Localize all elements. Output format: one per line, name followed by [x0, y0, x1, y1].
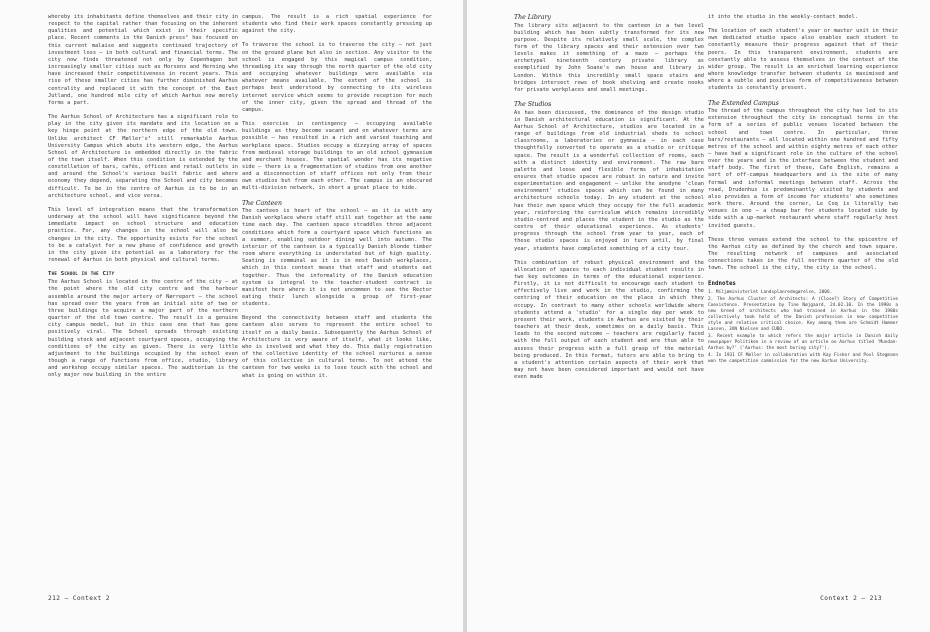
section-heading: The Canteen — [242, 199, 282, 207]
endnote: 1. Miljøministeriet Landsplanredegørelse, 2006. — [708, 289, 833, 295]
page-footer: Context 2 – 213 — [820, 595, 882, 602]
right-column-2 — [708, 14, 898, 586]
paragraph: This combination of robust physical environment and the allocation of spaces to each individual student results in two key outcomes in terms of the educational experience. Firstly, it is not difficult to encourage each student to effectively live and work in the studio, confirming the centring of their education on the place in which they occupy. In contrast to many other schools worldwide where students attend a 'studio' for a single day per week to present their work, students in Aarhus are visited by their teachers at their desk, sometimes on a daily basis. This leads to the second outcome – teachers are regularly faced with the full output of each student and are thus able to assess their progress with a full grasp of the material being produced. In this format, tutors are able to bring to a student's attention certain aspects of their work that may not have been considered important and would not have even made — [514, 259, 704, 381]
paragraph: This exercise in contingency – occupying available buildings as they become vacant and on whatever terms are possible – has resulted in a rich and varied teaching and workplace space. Studios occupy a dizzying array of spaces from medieval storage buildings to an old school gymnasium and merchant houses. The spatial wonder has its negative side – there is a fragmentation of studios from one another and a disconnection of staff offices not only from their own studios but from each other. The campus is an obscured multi-division network, in short a great place to hide. — [242, 121, 432, 192]
left-column-2 — [242, 14, 432, 586]
paragraph: These three venues extend the school to the epicentre of the Aarhus city as defined by the church and town square. The resulting network of campuses and associated connections takes in the full northern quarter of the old town. The school is the city, the city is the school. — [708, 236, 898, 272]
paragraph: whereby its inhabitants define themselves and their city in respect to the capital rather than focusing on the inherent qualities and potential which exist in their specific place. Recent comments in the Danish press² has focused on this current malaise and suggests continued trajectory of investment loss – in both cultural and financial terms. The city now finds threatened not only by Copenhagen but increasingly smaller cities such as Horsens and Herning who have increased their competitiveness in recent years. This rise of these smaller cities has further diminished Aarhus centrality and replaced it with the concept of the East Jutland, one hundred mile city of which Aarhus now merely forms a part. — [48, 14, 238, 106]
paragraph: The Aarhus School of Architecture has a significant role to play in the city given its mandate and its location on a key hinge point at the northern edge of the old town. Unlike architect CF Møller's³ still remarkable Aarhus University Campus which abuts its western edge, the Aarhus School of Architecture is embedded directly in the fabric of the town itself. When this condition is extended by the constellation of bars, cafés, offices and retail outlets in and around the School's various built fabric and where economy they depend, separating the School and city becomes difficult. To be in the centre of Aarhus is to be in an architecture school, and vice versa. — [48, 114, 238, 199]
endnote: 3. Recent example to which refers the major article in Danish daily newspaper Politiken in a review of an article on Aarhus titled 'Mundan-Aarhus by?' ('Aarhus: the most boring city?'). — [708, 333, 898, 351]
paragraph: As has been discussed, the dominance of the design studio in Danish architectural education is significant. At the Aarhus School of Architecture, studios are located in a range of buildings from old industrial sheds to school classrooms, a laboratories or gymnasia – in each case thoughtfully converted to operate as a studio or critique space. The result is a wonderful collection of rooms, each with a distinct identity and environment. The raw bare palette and loose and flexible forms of inhabitation ensures that studio spaces are robust in nature and invite experimentation and engagement – unlike the anodyne 'clean environment' studios spaces which can be found in many architecture schools today. In any student at the school has their own space which they occupy for the full academic year, reinforcing the curriculum which remains incredibly studio-centred and places the student in the studio as the centre of their educational experience. As students' progress through the school from year to year, each of these studio spaces is enjoyed in turn until, by final year, students have completed something of a city tour. — [514, 109, 704, 252]
paragraph: The library sits adjacent to the canteen in a two level building which has been subtly transformed for its new purpose. Despite its relatively small scale, the complex form of the library spaces and their extension over two levels makes it something of a maze – perhaps the archetypal nineteenth century private library as exemplified by John Soane's own house and library in London. Within this incredibly small space stairs and bridges intersect rows of book shelving and create nooks for private workplaces and small meetings. — [514, 22, 704, 93]
paragraph: Beyond the connectivity between staff and students the canteen also serves to represent the entire school to itself on a daily basis. Subsequently the Aarhus School of Architecture is very aware of itself, what it looks like, who is involved and what they do. This daily registration of the collective identity of the school nurtures a sense of this collective in cultural terms. To not attend the canteen for two weeks is to lose touch with the school and what is going on within it. — [242, 315, 432, 379]
endnote: 4. In 1931 CF Møller in collaboration with Kay Fisker and Povl Stegmann won the competition commission for the new Aarhus University. — [708, 352, 898, 364]
paragraph: campus. The result is a rich spatial experience for students who find their work spaces constantly pressing up against the city. — [242, 14, 432, 35]
right-page — [467, 0, 930, 632]
page-footer: 212 – Context 2 — [48, 595, 110, 602]
paragraph: This level of integration means that the transformation underway at the school will have significance beyond the immediate impact on school structure and education practice. For, any changes in the school will also be changes in the city. The opportunity exists for the school to be a catalyst for a new phase of confidence and growth in the city given its potential as a laboratory for the renewal of Aarhus in both physical and cultural terms. — [48, 206, 238, 263]
endnote: 2. The Aarhus Cluster of Architects: A (Close?) Story of Competitive Coexistence. Presentation by Tine Nøjgaard, 24.02.10. In the 1990s a new breed of architects who had trained in Aarhus in the 1980s collectively took hold of the Danish profession in new competitive style and relative critical choice. Key among them are Schmidt Hammer Lassen, 3XN Nielsen and CUBO. — [708, 296, 898, 332]
paragraph: The thread of the campus throughout the city has led to its extension throughout the city in conceptual terms in the form of a series of public venues located between the school and town centre. In particular, three bars/restaurants – all located within one hundred and fifty metres of the school and within eighty metres of each other – have had a significant role in the culture of the school over the years and in the interface between the student and staff body. The first of these, Cafe English, remains a sort of off-campus headquarters and is the site of many formal and informal meetings between staff. Across the road, Drudenhus is predominantly visited by students and also provides a form of income for students' who sometimes work there. Around the corner, Le Coq is literally two venues in one – a cheap bar for students located side by side with a up-market restaurant where staff regularly host invited guests. — [708, 108, 898, 229]
section-heading: The School in the City — [48, 271, 115, 278]
left-column-1 — [48, 14, 238, 586]
endnotes-heading: Endnotes — [708, 280, 736, 287]
paragraph: The Aarhus School is located in the centre of the city – at the point where the old city centre and the harbour assemble around the major artery of Nørreport – the school has spread over the years from an initial site of two or three buildings to acquire a major part of the northern quarter of the old town centre. The result is a genuine city campus model, but in this case one that has gone positively viral. The School spreads through existing building stock and adjacent courtyard spaces, occupying the conditions of the city as given. There is very little adjustment to the buildings occupied by the school even though a range of functions from office, studio, library and workshop occupy similar spaces. The auditorium is the only major new building in the entire — [48, 279, 238, 379]
paragraph: The location of each student's year or master unit in their own dedicated studio space also enables each student to constantly measure their progress against that of their peers. In this transparent environment, students are constantly able to assess themselves in the context of the wider group. The result is an enriched learning experience where knowledge transfer between students is maximised and where a subtle and positive form of competitiveness between students is constantly present. — [708, 28, 898, 92]
section-heading: The Library — [514, 14, 551, 21]
left-page — [0, 0, 463, 632]
right-column-1 — [514, 14, 704, 586]
paragraph: To traverse the school is to traverse the city – not just on the ground plane but also in section. Any visitor to the school is engaged by this magical campus condition, threading its way through the north quarter of the old city and occupying whatever buildings were available via whatever means available. The extent of the school is perhaps best understood by connecting to its wireless internet service which seems to provide reception for much of the inner city, given the spread and thread of the campus. — [242, 42, 432, 113]
paragraph: it into the studio in the weekly-contact model. — [708, 14, 858, 20]
section-heading: The Studios — [514, 101, 552, 109]
paragraph: The canteen is heart of the school – as it is with any Danish workplace where staff still eat together at the same time each day. The canteen space straddles three adjacent conditions which form a courtyard space which functions as a summer, enabling outdoor dining well into autumn. The interior of the canteen is a typically Danish blonde timber room where everything is understated but of high quality. Seating is communal as it is in most Danish workplaces, which in this context means that staff and students eat together. Thus the informality of the Danish education system is integral to the teacher-student contract is manifest here where it is not uncommon to see the Rector eating their lunch alongside a group of first-year students. — [242, 208, 432, 308]
section-heading: The Extended Campus — [708, 99, 779, 107]
